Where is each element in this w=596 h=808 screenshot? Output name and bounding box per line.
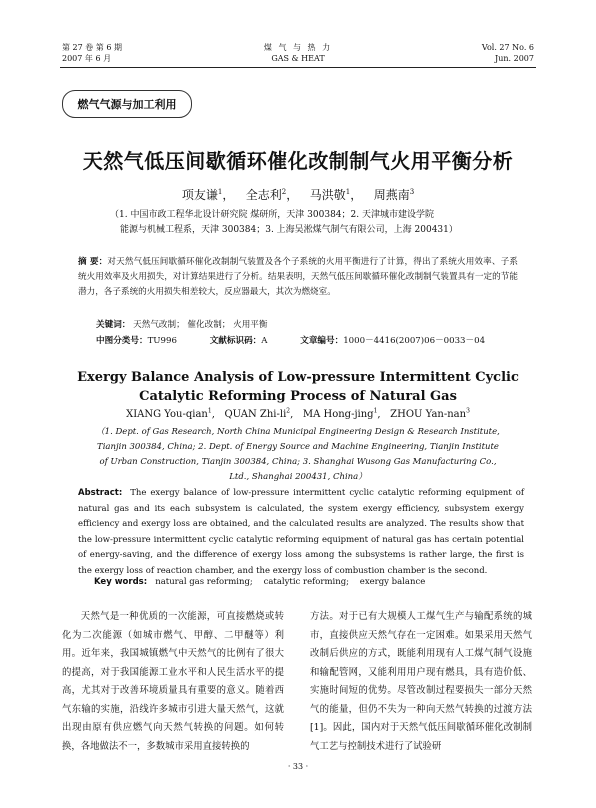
affiliation-zh-line-1: （1. 中国市政工程华北设计研究院 煤研所，天津 300384；2. 天津城市建设学院 bbox=[110, 210, 434, 220]
author-zh-1: 项友谦$^1$， bbox=[181, 188, 242, 202]
author-en-4: ZHOU Yan-nan$^3$ bbox=[390, 408, 470, 421]
clc-number: 中图分类号：TU996 bbox=[96, 336, 177, 346]
volume-issue: 第 27 卷 第 6 期 bbox=[62, 43, 122, 52]
author-zh-4: 周燕南$^3$ bbox=[373, 188, 415, 202]
body-column-2: 方法。对于已有大规模人工煤气生产与输配系统的城市，直接供应天然气存在一定困难。如果采用天然气改制后供应的方式，既能利用现有人工煤气制气设施和输配管网，又能利用用户现有燃具，具有造价低、实施时间短的优势。尽管改制过程要损失一部分天然气的能量，但仍不失为一种向天然气转换的过渡方法[1]。因此，国内对于天然气低压间歇循环催化改制制气工艺与控制技术进行了试验研 bbox=[310, 611, 532, 752]
keywords-en-text: natural gas reforming; catalytic reforming; exergy balance bbox=[155, 577, 426, 587]
volume-issue-en: Vol. 27 No. 6 bbox=[481, 43, 534, 52]
keywords-en bbox=[94, 577, 425, 587]
author-zh-3: 马洪敬$^1$， bbox=[309, 188, 370, 202]
doc-code: 文献标识码：A bbox=[209, 336, 268, 346]
abstract-zh-text: 对天然气低压间歇循环催化改制制气装置及各个子系统的火用平衡进行了计算，得出了系统火用效率、子系统火用效率及火用损失，对计算结果进行了分析。结果表明，天然气低压间歇循环催化改制制气装置具有一定的节能潜力，各子系统的火用损失相差较大，反应器最大，其次为燃烧室。 bbox=[78, 257, 518, 297]
affiliation-zh-line-2: 能源与机械工程系，天津 300384；3. 上海吴淞煤气制气有限公司，上海 200431） bbox=[120, 225, 458, 235]
page-number: · 33 · bbox=[287, 762, 309, 771]
title-en: Exergy Balance Analysis of Low-pressure Intermittent Cyclic Catalytic Reforming Process of Natural Gas bbox=[77, 370, 519, 404]
affiliation-en-line-2: Tianjin 300384, China; 2. Dept. of Energy Source and Machine Engineering, Tianjin Institute bbox=[97, 442, 499, 452]
authors-zh bbox=[0, 186, 596, 203]
abstract-zh bbox=[78, 255, 518, 300]
section-label-box bbox=[62, 90, 192, 118]
abstract-en-label: Abstract: bbox=[78, 488, 123, 498]
author-zh-2: 全志利$^2$， bbox=[245, 188, 306, 202]
keywords-zh bbox=[96, 318, 268, 330]
section-label: 燃气气源与加工利用 bbox=[77, 98, 177, 111]
author-en-3: MA Hong-jing$^1$, bbox=[302, 408, 387, 421]
journal-name-zh: 煤 气 与 热 力 bbox=[263, 43, 333, 52]
journal-name-en: GAS & HEAT bbox=[271, 54, 325, 63]
publish-date: 2007 年 6 月 bbox=[62, 54, 112, 63]
authors-en bbox=[0, 408, 596, 420]
title-zh: 天然气低压间歇循环催化改制制气火用平衡分析 bbox=[82, 149, 514, 173]
author-en-1: XIANG You-qian$^1$, bbox=[126, 408, 222, 421]
affiliation-en bbox=[60, 425, 536, 485]
affiliation-en-line-3: of Urban Construction, Tianjin 300384, China; 3. Shanghai Wusong Gas Manufacturing Co., bbox=[99, 457, 497, 467]
publish-date-en: Jun. 2007 bbox=[495, 54, 534, 63]
header-rule bbox=[60, 67, 536, 68]
body-column-1: 天然气是一种优质的一次能源，可直接燃烧或转化为二次能源（如城市燃气、甲醇、二甲醚等）利用。近年来，我国城镇燃气中天然气的比例有了很大的提高，对于我国能源工业水平和人民生活水平的提高，尤其对于改善环境质量具有重要的意义。随着西气东输的实施，沿线许多城市引进大量天然气，这就出现由原有供应燃气向天然气转换的问题。如何转换，各地做法不一，多数城市采用直接转换的 bbox=[62, 611, 284, 752]
keywords-en-label: Key words: bbox=[94, 577, 148, 587]
author-en-2: QUAN Zhi-$li^2$, bbox=[224, 408, 300, 421]
classification-zh bbox=[96, 334, 515, 346]
affiliation-en-line-1: （1. Dept. of Gas Research, North China Municipal Engineering Design & Research Institute, bbox=[96, 427, 500, 437]
affiliation-en-line-4: Ltd., Shanghai 200431, China） bbox=[229, 472, 367, 482]
keywords-zh-label: 关键词： bbox=[96, 320, 131, 330]
abstract-en-text: The exergy balance of low-pressure intermittent cyclic catalytic reforming equipment of natural gas and its each subsystem is calculated, the system exergy efficiency, subsystem exergy efficiency and exergy loss are obtained, and the calculated results are analyzed. The results show that the low-pressure intermittent cyclic catalytic reforming equipment of natural gas has certain potential of energy-saving, and the difference of exergy loss among the subsystems is rather large, the first is the exergy loss of reaction chamber, and the exergy loss of combustion chamber is the second. bbox=[78, 488, 524, 576]
abstract-en bbox=[78, 486, 524, 580]
journal-header-right bbox=[482, 42, 534, 64]
abstract-zh-label: 摘 要： bbox=[78, 257, 108, 267]
keywords-zh-text: 天然气改制； 催化改制； 火用平衡 bbox=[133, 320, 268, 330]
article-number: 文章编号：1000－4416(2007)06－0033－04 bbox=[300, 336, 486, 346]
